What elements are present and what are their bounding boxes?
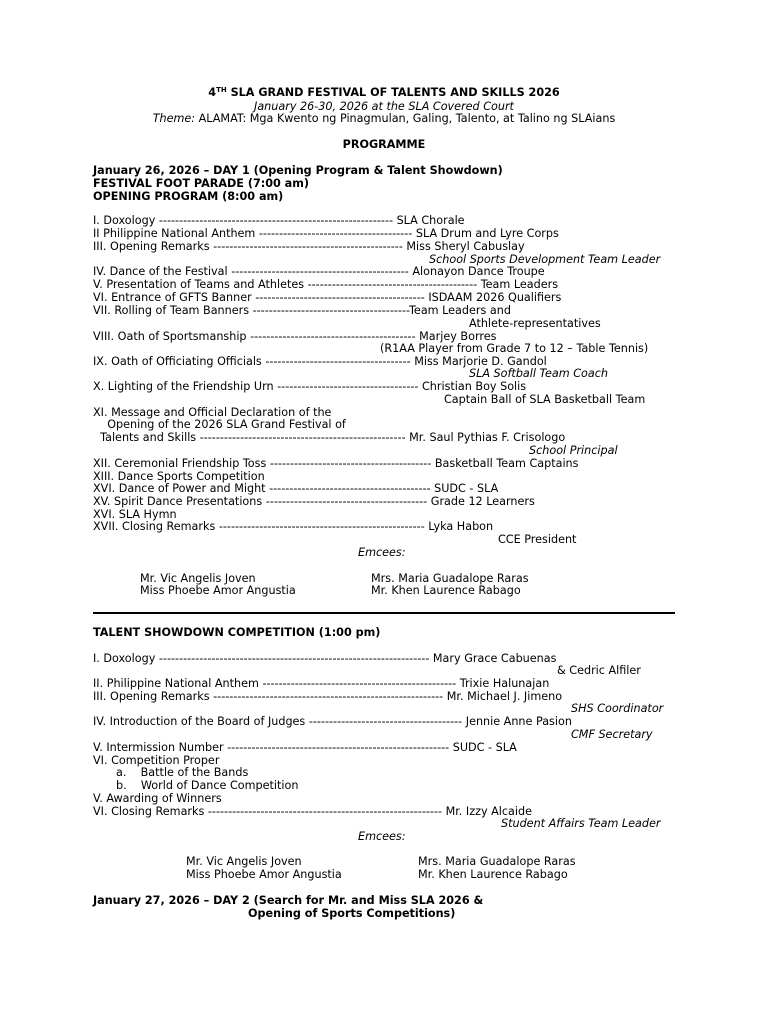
emcee-name: Miss Phoebe Amor Angustia	[186, 868, 342, 881]
day2-heading-cont: Opening of Sports Competitions)	[248, 907, 456, 920]
program-item: II. Philippine National Anthem ------------------------------------------------ Trixie Halunajan	[93, 677, 550, 690]
role-note: School Sports Development Team Leader	[429, 253, 661, 266]
day2-heading: January 27, 2026 – DAY 2 (Search for Mr. and Miss SLA 2026 &	[93, 894, 484, 907]
role-note: SHS Coordinator	[571, 702, 664, 715]
emcees-label: Emcees:	[358, 830, 406, 843]
role-note: School Principal	[529, 444, 618, 457]
program-item: VI. Entrance of GFTS Banner ------------------------------------------ ISDAAM 2026 Qualifiers	[93, 291, 562, 304]
program-item: V. Awarding of Winners	[93, 792, 222, 805]
program-item: II Philippine National Anthem -------------------------------------- SLA Drum and Lyre Corps	[93, 227, 559, 240]
program-item: III. Opening Remarks ----------------------------------------------- Miss Sheryl Cabuslay	[93, 240, 525, 253]
program-item: V. Intermission Number ------------------------------------------------------- SUDC - SLA	[93, 741, 517, 754]
role-note: CCE President	[498, 533, 577, 546]
program-subitem: b. World of Dance Competition	[116, 779, 299, 792]
emcees-label: Emcees:	[358, 546, 406, 559]
program-item: III. Opening Remarks --------------------------------------------------------- Mr. Michael J. Jimeno	[93, 690, 563, 703]
document-title: 4TH SLA GRAND FESTIVAL OF TALENTS AND SKILLS 2026	[208, 86, 560, 99]
section-divider	[93, 612, 675, 614]
date-venue: January 26-30, 2026 at the SLA Covered Court	[254, 100, 514, 113]
program-item: XIII. Dance Sports Competition	[93, 470, 265, 483]
program-item: Talents and Skills --------------------------------------------------- Mr. Saul Pythias F. Crisologo	[93, 431, 566, 444]
program-item: XI. Message and Official Declaration of the	[93, 406, 332, 419]
program-item: XII. Ceremonial Friendship Toss ---------------------------------------- Basketball Team Captains	[93, 457, 579, 470]
program-item: VII. Rolling of Team Banners ---------------------------------------Team Leaders and	[93, 304, 511, 317]
program-item: XVII. Closing Remarks --------------------------------------------------- Lyka Habon	[93, 520, 494, 533]
program-item: XVI. Dance of Power and Might ---------------------------------------- SUDC - SLA	[93, 482, 499, 495]
program-item: V. Presentation of Teams and Athletes ------------------------------------------ Team Leaders	[93, 278, 559, 291]
emcee-name: Mr. Khen Laurence Rabago	[371, 584, 521, 597]
program-item: VI. Competition Proper	[93, 754, 220, 767]
program-item: I. Doxology ------------------------------------------------------------------- Mary Grace Cabuenas	[93, 652, 557, 665]
emcee-name: Mrs. Maria Guadalope Raras	[371, 572, 529, 585]
theme-line: Theme: ALAMAT: Mga Kwento ng Pinagmulan, Galing, Talento, at Talino ng SLAians	[152, 112, 616, 125]
program-item: IV. Dance of the Festival -------------------------------------------- Alonayon Dance Troupe	[93, 265, 545, 278]
emcee-name: Miss Phoebe Amor Angustia	[140, 584, 296, 597]
program-item: Opening of the 2026 SLA Grand Festival of	[93, 418, 346, 431]
programme-heading: PROGRAMME	[342, 138, 426, 151]
role-note: & Cedric Alfiler	[557, 664, 641, 677]
program-item: IV. Introduction of the Board of Judges -------------------------------------- Jennie Anne Pasion	[93, 715, 572, 728]
opening-program-heading: OPENING PROGRAM (8:00 am)	[93, 190, 284, 203]
program-item: IX. Oath of Officiating Officials ------------------------------------ Miss Marjorie D. Gandol	[93, 355, 547, 368]
program-item: X. Lighting of the Friendship Urn ----------------------------------- Christian Boy Solis	[93, 380, 527, 393]
program-item: VI. Closing Remarks ---------------------------------------------------------- Mr. Izzy Alcaide	[93, 805, 532, 818]
emcee-name: Mrs. Maria Guadalope Raras	[418, 855, 576, 868]
program-item: XVI. SLA Hymn	[93, 508, 177, 521]
program-subitem: a. Battle of the Bands	[116, 766, 249, 779]
role-note: Student Affairs Team Leader	[501, 817, 661, 830]
role-note: CMF Secretary	[571, 728, 653, 741]
talent-showdown-heading: TALENT SHOWDOWN COMPETITION (1:00 pm)	[93, 626, 381, 639]
emcee-name: Mr. Khen Laurence Rabago	[418, 868, 568, 881]
program-item: I. Doxology ---------------------------------------------------------- SLA Chorale	[93, 214, 465, 227]
program-item: VIII. Oath of Sportsmanship ----------------------------------------- Marjey Borres	[93, 330, 497, 343]
emcee-name: Mr. Vic Angelis Joven	[140, 572, 256, 585]
role-note: Captain Ball of SLA Basketball Team	[444, 393, 646, 406]
emcee-name: Mr. Vic Angelis Joven	[186, 855, 302, 868]
foot-parade-heading: FESTIVAL FOOT PARADE (7:00 am)	[93, 177, 309, 190]
role-note: (R1AA Player from Grade 7 to 12 – Table Tennis)	[380, 342, 649, 355]
day1-heading: January 26, 2026 – DAY 1 (Opening Program & Talent Showdown)	[93, 164, 503, 177]
program-item: XV. Spirit Dance Presentations ---------------------------------------- Grade 12 Learners	[93, 495, 535, 508]
role-note: Athlete-representatives	[469, 317, 601, 330]
role-note: SLA Softball Team Coach	[469, 367, 608, 380]
